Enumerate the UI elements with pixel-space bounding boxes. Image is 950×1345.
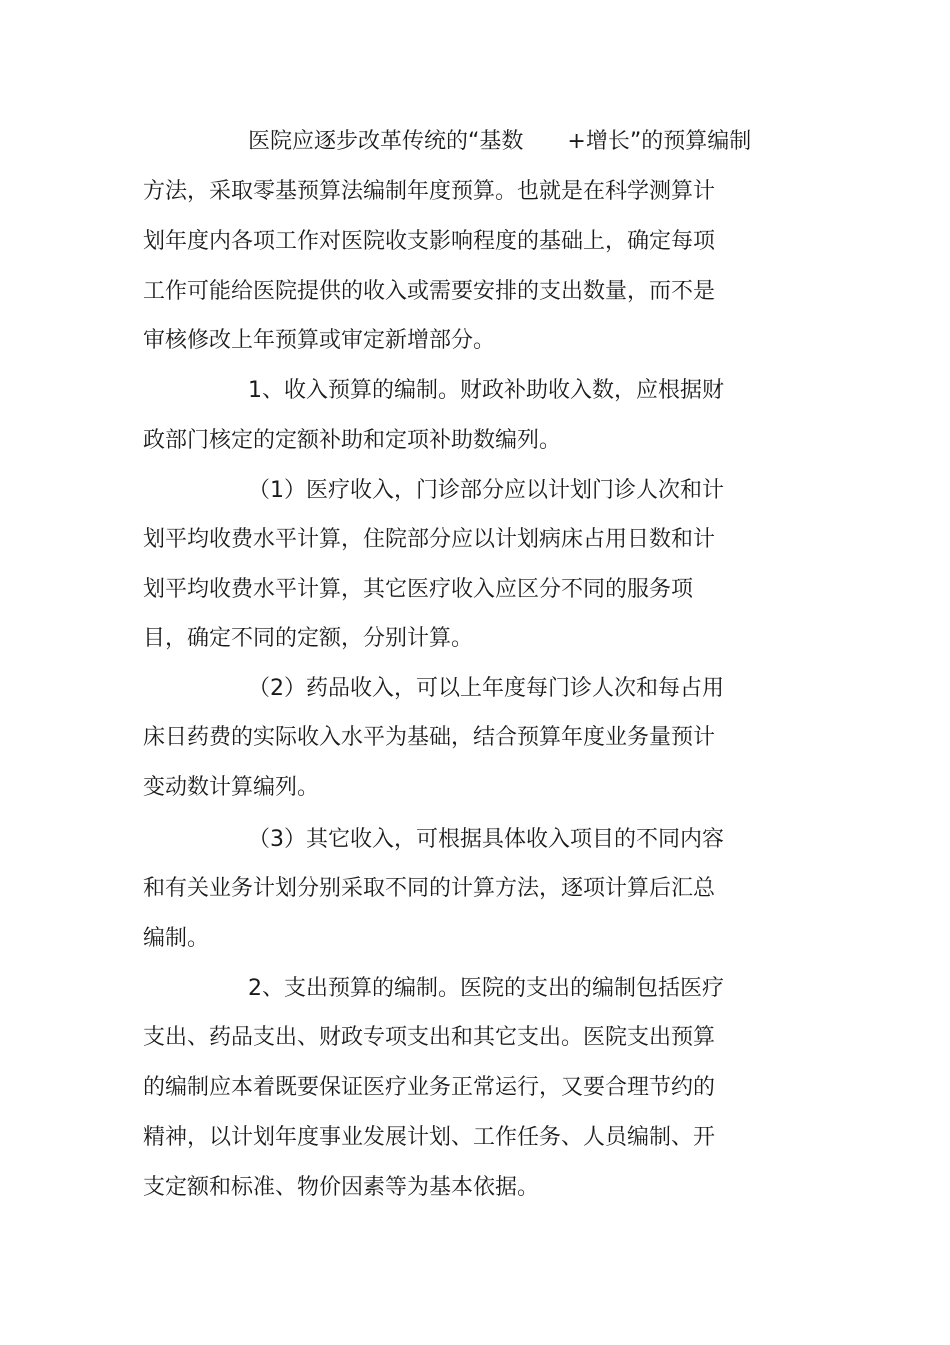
text-line: 划平均收费水平计算，住院部分应以计划病床占用日数和计 [143, 527, 716, 552]
text-line: 医院应逐步改革传统的“基数 +增长”的预算编制 [248, 129, 752, 154]
text-line: 目，确定不同的定额，分别计算。 [143, 626, 474, 651]
text-line: 审核修改上年预算或审定新增部分。 [143, 328, 496, 353]
text-line: 床日药费的实际收入水平为基础，结合预算年度业务量预计 [143, 725, 716, 750]
text-line: 变动数计算编列。 [143, 775, 320, 800]
text-line: 划年度内各项工作对医院收支影响程度的基础上，确定每项 [143, 229, 716, 254]
text-line: 工作可能给医院提供的收入或需要安排的支出数量，而不是 [143, 279, 716, 304]
text-line: 编制。 [143, 926, 210, 951]
text-line: 精神，以计划年度事业发展计划、工作任务、人员编制、开 [143, 1125, 716, 1150]
text-line: 支出、药品支出、财政专项支出和其它支出。医院支出预算 [143, 1025, 716, 1050]
text-line: 和有关业务计划分别采取不同的计算方法，逐项计算后汇总 [143, 876, 716, 901]
text-line: 1、收入预算的编制。财政补助收入数，应根据财 [248, 378, 724, 403]
text-line: 2、支出预算的编制。医院的支出的编制包括医疗 [248, 976, 724, 1001]
text-line: 政部门核定的定额补助和定项补助数编列。 [143, 428, 562, 453]
text-line: 划平均收费水平计算，其它医疗收入应区分不同的服务项 [143, 577, 694, 602]
text-line: （2）药品收入，可以上年度每门诊人次和每占用 [248, 676, 724, 701]
text-line: 支定额和标准、物价因素等为基本依据。 [143, 1175, 540, 1200]
text-line: （3）其它收入，可根据具体收入项目的不同内容 [248, 827, 724, 852]
text-line: 的编制应本着既要保证医疗业务正常运行，又要合理节约的 [143, 1075, 716, 1100]
text-line: （1）医疗收入，门诊部分应以计划门诊人次和计 [248, 478, 724, 503]
text-line: 方法，采取零基预算法编制年度预算。也就是在科学测算计 [143, 179, 716, 204]
